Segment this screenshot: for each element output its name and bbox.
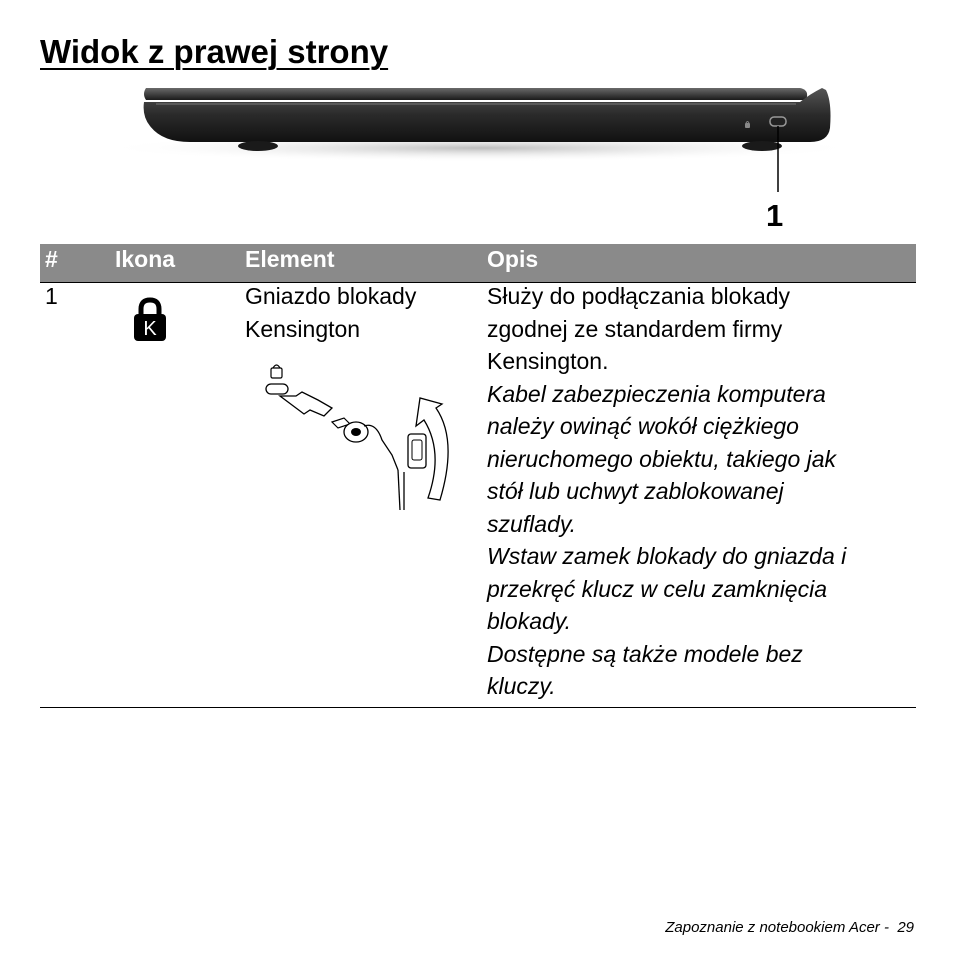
slot-shape [266, 384, 288, 394]
header-number: # [45, 246, 58, 272]
description-italic-line: Dostępne są także modele bez [487, 640, 803, 667]
row-element [245, 280, 416, 345]
row-number: 1 [45, 283, 58, 309]
description-italic-line: kluczy. [487, 673, 556, 699]
table-header [40, 244, 916, 283]
page-footer [665, 918, 914, 938]
laptop-foot-left [238, 141, 278, 151]
small-lock-icon [271, 365, 282, 378]
element-line: Kensington [245, 315, 361, 342]
description-italic-line: Kabel zabezpieczenia komputera [487, 380, 826, 407]
table-bottom-rule [40, 707, 916, 708]
row-description [487, 280, 846, 703]
footer-text: Zapoznanie z notebookiem Acer - [665, 919, 889, 936]
description-line: Kensington. [487, 348, 609, 374]
laptop-lid [144, 88, 807, 100]
footer-page-number: 29 [897, 919, 914, 936]
description-line: zgodnej ze standardem firmy [487, 315, 783, 342]
cable [364, 425, 398, 470]
header-element: Element [245, 246, 335, 272]
description-italic-line: należy owinąć wokół ciężkiego [487, 413, 799, 439]
kensington-lock-illustration [258, 360, 458, 510]
description-italic-line: Wstaw zamek blokady do gniazda i [487, 543, 847, 569]
kensington-lock-icon [133, 296, 167, 342]
description-italic-line: przekręć klucz w celu zamknięcia [487, 575, 828, 602]
laptop-right-side-image [110, 80, 870, 240]
element-line: Gniazdo blokady [245, 283, 417, 309]
page-title: Widok z prawej strony [40, 33, 389, 70]
insert-arrow-icon [280, 392, 332, 416]
description-italic-line: nieruchomego obiektu, takiego jak [487, 445, 837, 472]
description-italic-line: blokady. [487, 608, 571, 634]
callout-number: 1 [766, 198, 784, 233]
description-italic-line: szuflady. [487, 510, 577, 537]
header-description: Opis [487, 246, 539, 272]
description-line: Służy do podłączania blokady [487, 283, 791, 309]
header-icon: Ikona [115, 246, 176, 272]
description-italic-line: stół lub uchwyt zablokowanej [487, 478, 784, 504]
laptop-foot-right [742, 141, 782, 151]
kensington-icon-letter: K [143, 318, 157, 340]
kensington-slot [770, 117, 786, 126]
